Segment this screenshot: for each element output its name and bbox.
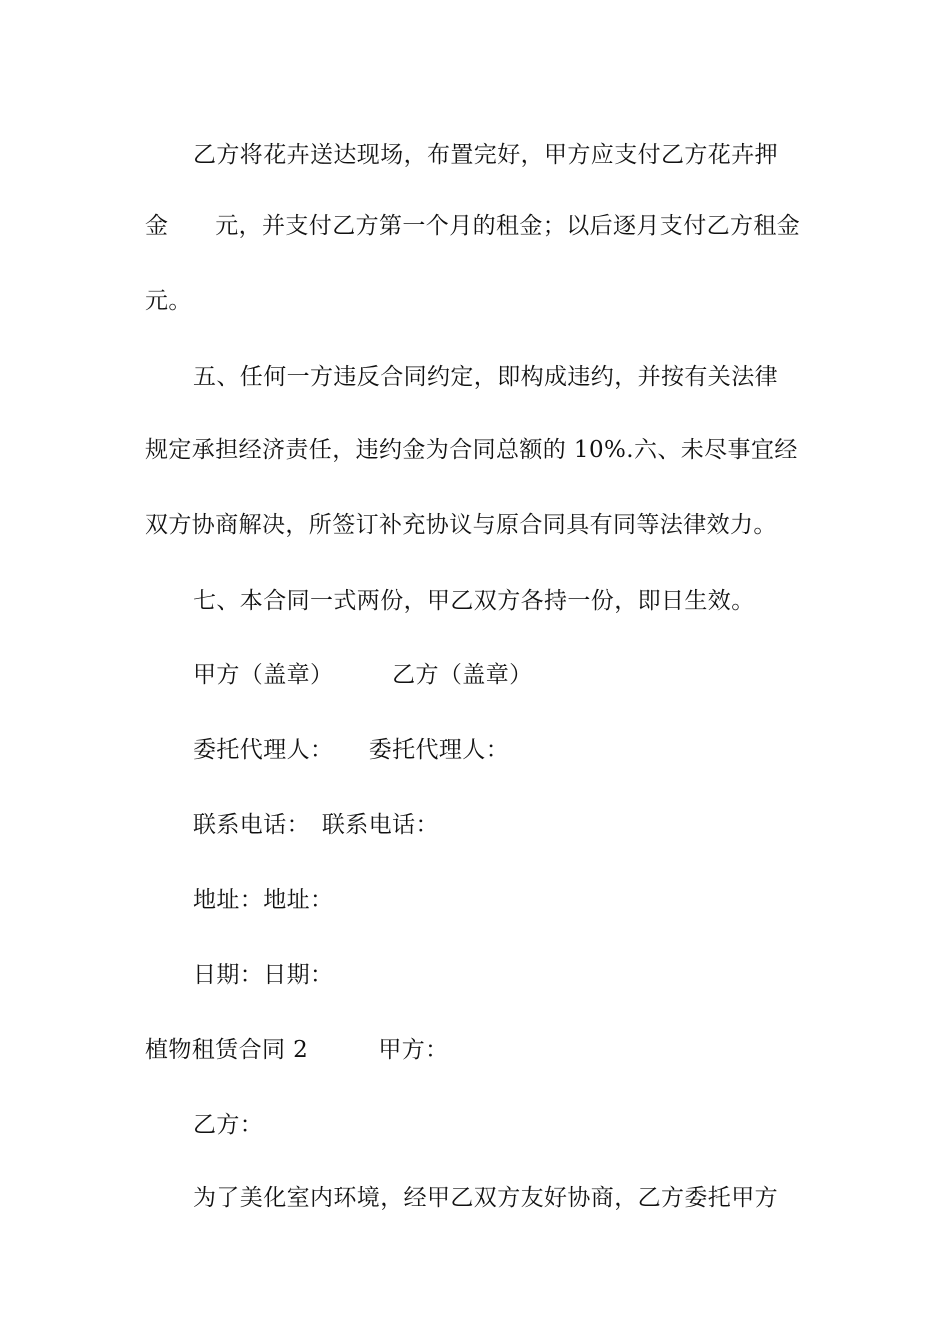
phone-line: 联系电话： 联系电话： [193,812,439,838]
paragraph-deposit-line-1: 乙方将花卉送达现场，布置完好，甲方应支付乙方花卉押 [193,142,778,168]
clause-five-line-2: 规定承担经济责任，违约金为合同总额的 10%.六、未尽事宜经 [145,437,798,463]
date-line: 日期：日期： [193,962,334,988]
paragraph-deposit-line-2: 金 元，并支付乙方第一个月的租金；以后逐月支付乙方租金 [145,213,801,239]
agent-line: 委托代理人： 委托代理人： [193,737,510,763]
clause-seven-line: 七、本合同一式两份，甲乙双方各持一份，即日生效。 [193,588,755,614]
signature-seal-line: 甲方（盖章） 乙方（盖章） [193,662,533,688]
clause-five-line-1: 五、任何一方违反合同约定，即构成违约，并按有关法律 [193,364,778,390]
contract-two-title-line: 植物租赁合同 2 甲方： [145,1037,449,1063]
intro-paragraph-line: 为了美化室内环境，经甲乙双方友好协商，乙方委托甲方 [193,1185,778,1211]
address-line: 地址：地址： [193,887,334,913]
clause-six-line: 双方协商解决，所签订补充协议与原合同具有同等法律效力。 [145,512,777,538]
party-b-line: 乙方： [193,1112,264,1138]
paragraph-deposit-line-3: 元。 [145,288,192,314]
